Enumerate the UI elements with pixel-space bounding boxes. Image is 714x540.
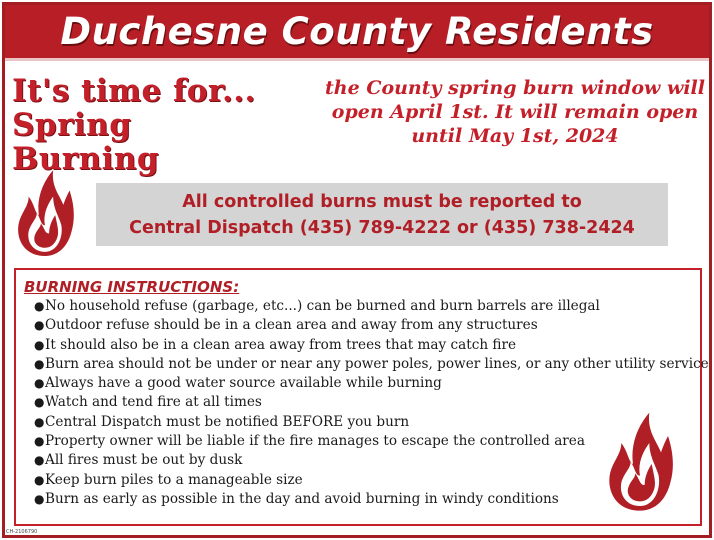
burn-window-notice bbox=[320, 76, 710, 148]
window-line-3: until May 1st, 2024 bbox=[411, 125, 619, 147]
headline-line-1: It's time for... bbox=[12, 73, 256, 109]
bullet-icon: ● bbox=[34, 453, 45, 468]
bullet-icon: ● bbox=[34, 318, 45, 333]
report-notice-box bbox=[96, 183, 668, 246]
report-line-2: Central Dispatch (435) 789-4222 or (435) 738-2424 bbox=[129, 217, 635, 238]
bullet-icon: ● bbox=[34, 414, 45, 429]
headline bbox=[12, 74, 282, 176]
ad-code: CH-2106790 bbox=[6, 529, 38, 535]
bullet-icon: ● bbox=[34, 491, 45, 506]
header-banner bbox=[5, 5, 709, 61]
list-item: ●Central Dispatch must be notified BEFORE you burn bbox=[24, 413, 694, 432]
burning-instructions-box bbox=[14, 268, 709, 526]
bullet-icon: ● bbox=[34, 395, 45, 410]
headline-line-2: Spring Burning bbox=[12, 107, 160, 177]
list-item: ●All fires must be out by dusk bbox=[24, 451, 694, 470]
instructions-list bbox=[24, 297, 709, 509]
list-item: ●Burn area should not be under or near any power poles, power lines, or any other utility service bbox=[24, 355, 694, 374]
bullet-icon: ● bbox=[34, 337, 45, 352]
list-item: ●Watch and tend fire at all times bbox=[24, 393, 694, 412]
bullet-icon: ● bbox=[34, 434, 45, 449]
list-item: ●Property owner will be liable if the fire manages to escape the controlled area bbox=[24, 432, 694, 451]
list-item: ●Outdoor refuse should be in a clean area and away from any structures bbox=[24, 316, 694, 335]
banner-title: Duchesne County Residents bbox=[60, 10, 654, 53]
list-item: ●No household refuse (garbage, etc...) can be burned and burn barrels are illegal bbox=[24, 297, 694, 316]
list-item: ●It should also be in a clean area away from trees that may catch fire bbox=[24, 336, 694, 355]
report-line-1: All controlled burns must be reported to bbox=[182, 191, 582, 212]
window-line-1: the County spring burn window will bbox=[325, 77, 705, 99]
instructions-title: BURNING INSTRUCTIONS: bbox=[24, 278, 240, 296]
bullet-icon: ● bbox=[34, 376, 45, 391]
flame-icon bbox=[14, 166, 76, 258]
bullet-icon: ● bbox=[34, 356, 45, 371]
list-item: ●Burn as early as possible in the day and avoid burning in windy conditions bbox=[24, 490, 694, 509]
bullet-icon: ● bbox=[34, 472, 45, 487]
window-line-2: open April 1st. It will remain open bbox=[331, 101, 699, 123]
list-item: ●Keep burn piles to a manageable size bbox=[24, 471, 694, 490]
bullet-icon: ● bbox=[34, 299, 45, 313]
list-item: ●Always have a good water source available while burning bbox=[24, 374, 694, 393]
flame-icon bbox=[600, 408, 680, 513]
